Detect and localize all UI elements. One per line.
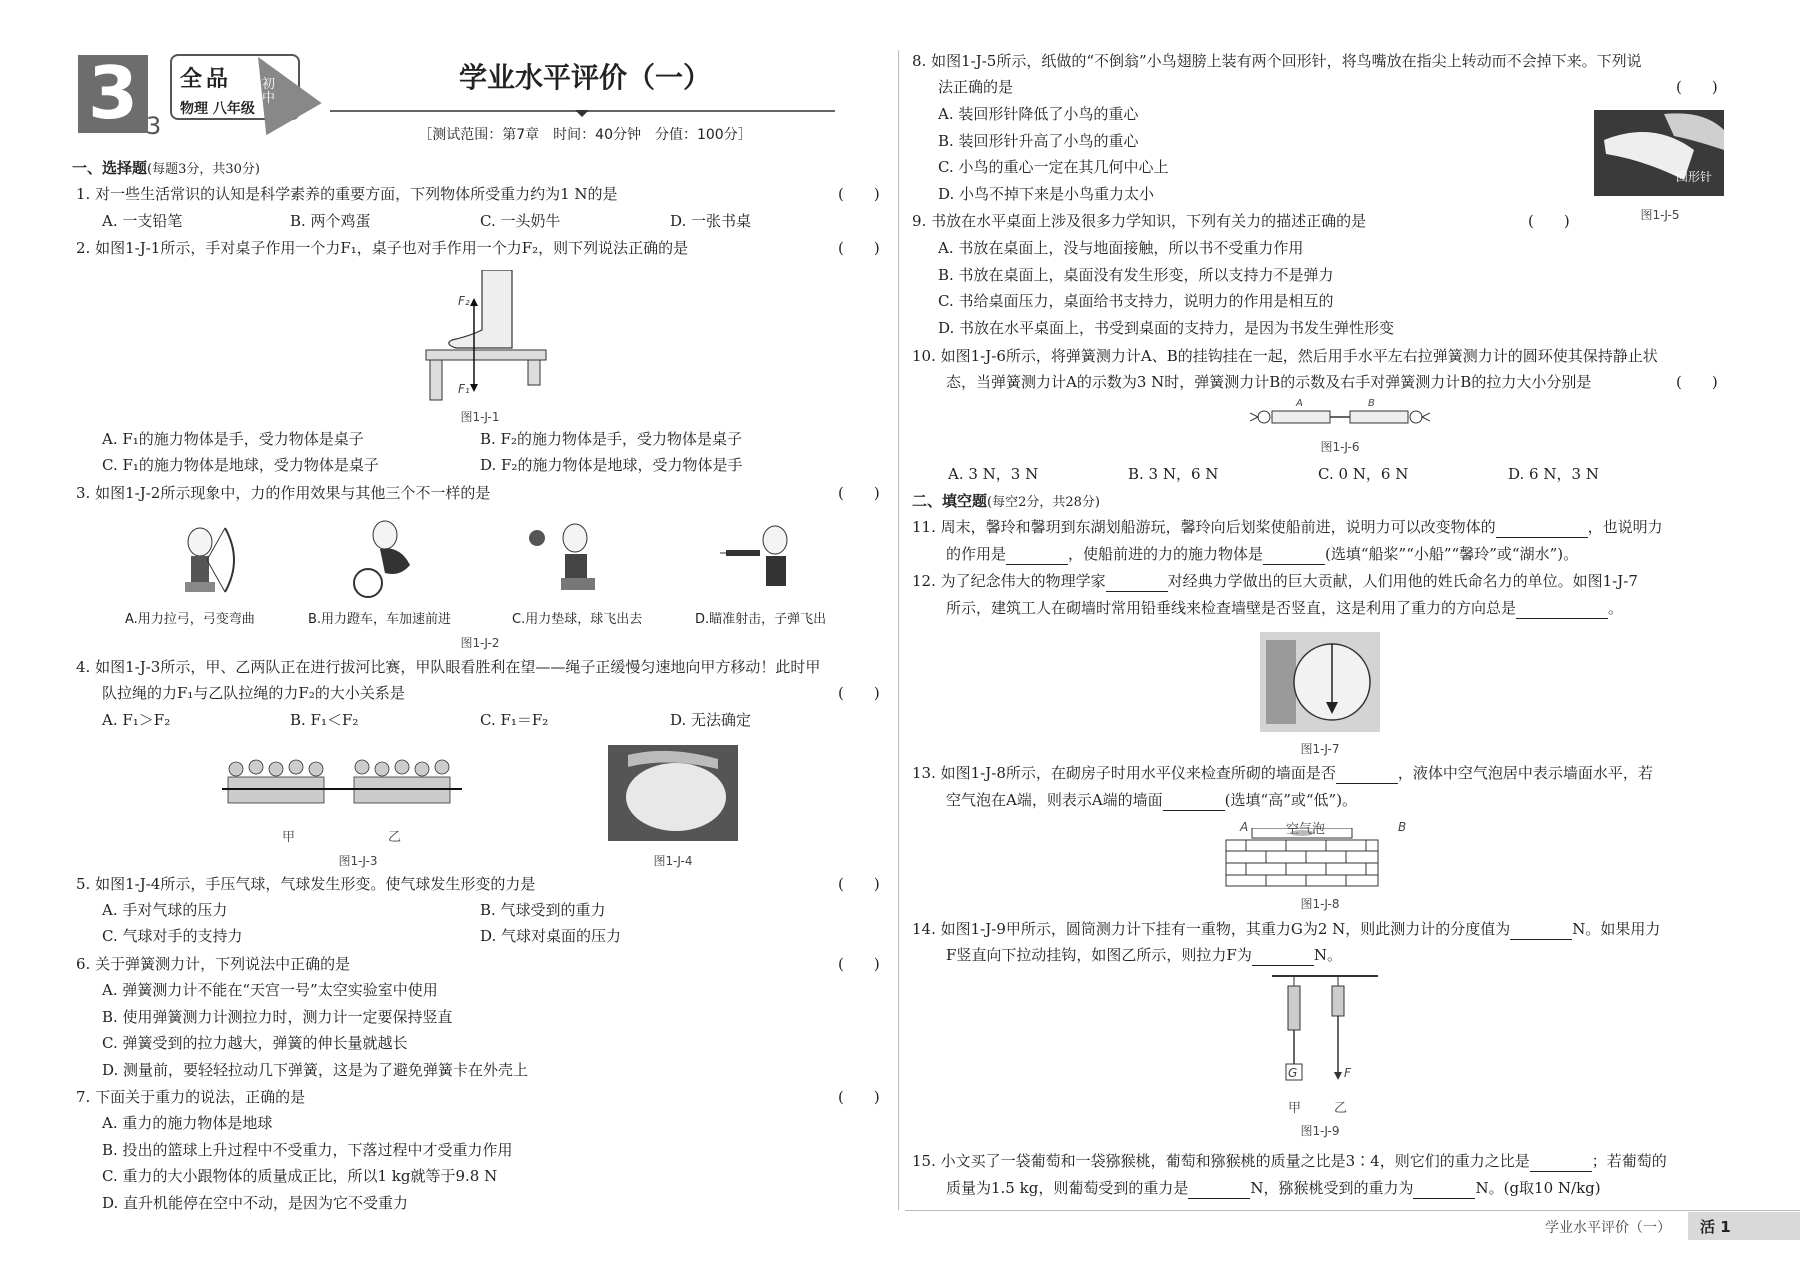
q4-option-d[interactable]: D. 无法确定 bbox=[670, 711, 752, 729]
q7-option-c[interactable]: C. 重力的大小跟物体的质量成正比，所以1 kg就等于9.8 N bbox=[102, 1167, 498, 1185]
q4-label-yi: 乙 bbox=[388, 830, 402, 845]
q12-blank-1[interactable] bbox=[1106, 576, 1168, 592]
footer-page-number: 活 1 bbox=[1700, 1218, 1731, 1236]
q14-label-yi: 乙 bbox=[1334, 1101, 1348, 1116]
q4-figure3-caption: 图1-J-3 bbox=[338, 854, 378, 868]
q6-option-a[interactable]: A. 弹簧测力计不能在“天宫一号”太空实验室中使用 bbox=[102, 981, 438, 999]
q5-option-b[interactable]: B. 气球受到的重力 bbox=[480, 901, 606, 919]
q9-option-d[interactable]: D. 书放在水平桌面上，书受到桌面的支持力，是因为书发生弹性形变 bbox=[938, 319, 1395, 337]
q2-figure-caption: 图1-J-1 bbox=[460, 410, 500, 424]
q13-label-b: B bbox=[1398, 820, 1407, 834]
q9-option-a[interactable]: A. 书放在桌面上，没与地面接触，所以书不受重力作用 bbox=[938, 239, 1304, 257]
q13-blank-1[interactable] bbox=[1336, 768, 1398, 784]
q10-stem-line1: 10. 如图1-J-6所示，将弹簧测力计A、B的挂钩挂在一起，然后用手水平左右拉弹簧测力计的圆环使其保持静止状 bbox=[912, 347, 1658, 365]
figure-spring-scales bbox=[1250, 405, 1430, 429]
q3-answer-paren[interactable]: ( ) bbox=[838, 484, 880, 502]
q9-option-b[interactable]: B. 书放在桌面上，桌面没有发生形变，所以支持力不是弹力 bbox=[938, 266, 1334, 284]
figure-gun-cartoon bbox=[720, 520, 810, 600]
q10-label-a: A bbox=[1296, 398, 1303, 409]
q2-option-d[interactable]: D. F₂的施力物体是地球，受力物体是手 bbox=[480, 456, 743, 474]
q3-caption-a: A.用力拉弓，弓变弯曲 bbox=[125, 612, 255, 627]
q15-blank-2[interactable] bbox=[1188, 1183, 1250, 1199]
section1-title: 一、选择题(每题3分，共30分) bbox=[72, 159, 260, 177]
q8-option-a[interactable]: A. 装回形针降低了小鸟的重心 bbox=[938, 105, 1139, 123]
q4-option-a[interactable]: A. F₁＞F₂ bbox=[102, 711, 171, 729]
q7-option-d[interactable]: D. 直升机能停在空中不动，是因为它不受重力 bbox=[102, 1194, 409, 1212]
q13-line2: 空气泡在A端，则表示A端的墙面 (选填“高”或“低”)。 bbox=[946, 791, 1358, 809]
figure-ball-cartoon bbox=[525, 518, 625, 600]
q4-label-jia: 甲 bbox=[282, 830, 296, 845]
q2-option-a[interactable]: A. F₁的施力物体是手，受力物体是桌子 bbox=[102, 430, 364, 448]
q5-option-a[interactable]: A. 手对气球的压力 bbox=[102, 901, 228, 919]
q6-answer-paren[interactable]: ( ) bbox=[838, 955, 880, 973]
q2-figure-f2-label: F₂ bbox=[458, 294, 470, 308]
q15-blank-3[interactable] bbox=[1413, 1183, 1475, 1199]
q12-blank-2[interactable] bbox=[1516, 603, 1608, 619]
q8-option-d[interactable]: D. 小鸟不掉下来是小鸟重力太小 bbox=[938, 185, 1155, 203]
q7-option-a[interactable]: A. 重力的施力物体是地球 bbox=[102, 1114, 273, 1132]
figure-hand-table bbox=[420, 270, 560, 405]
q7-answer-paren[interactable]: ( ) bbox=[838, 1088, 880, 1106]
q9-answer-paren[interactable]: ( ) bbox=[1528, 212, 1570, 230]
q4-option-b[interactable]: B. F₁＜F₂ bbox=[290, 711, 359, 729]
q12-line2: 所示，建筑工人在砌墙时常用铅垂线来检查墙壁是否竖直，这是利用了重力的方向总是 。 bbox=[946, 599, 1624, 617]
figure-plumb-line-photo bbox=[1260, 632, 1380, 732]
q10-option-a[interactable]: A. 3 N，3 N bbox=[948, 465, 1039, 483]
q10-option-c[interactable]: C. 0 N，6 N bbox=[1318, 465, 1409, 483]
q10-stem-line2: 态，当弹簧测力计A的示数为3 N时，弹簧测力计B的示数及右手对弹簧测力计B的拉力大小分别是 bbox=[946, 373, 1592, 391]
q11-blank-2[interactable] bbox=[1006, 549, 1068, 565]
q14-label-f: F bbox=[1344, 1066, 1351, 1080]
q2-answer-paren[interactable]: ( ) bbox=[838, 239, 880, 257]
q2-stem: 2. 如图1-J-1所示，手对桌子作用一个力F₁，桌子也对手作用一个力F₂，则下列说法正确的是 bbox=[76, 239, 689, 257]
q3-caption-c: C.用力垫球，球飞出去 bbox=[512, 612, 643, 627]
q14-figure-caption: 图1-J-9 bbox=[1300, 1124, 1340, 1138]
figure-bicycle-cartoon bbox=[340, 515, 430, 600]
q15-line2: 质量为1.5 kg，则葡萄受到的重力是 N，猕猴桃受到的重力为 N。(g取10 N/kg) bbox=[946, 1179, 1601, 1197]
q8-figure-caption: 图1-J-5 bbox=[1640, 208, 1680, 222]
q2-figure-f1-label: F₁ bbox=[458, 382, 470, 396]
q4-stem-line1: 4. 如图1-J-3所示，甲、乙两队正在进行拔河比赛，甲队眼看胜利在望——绳子正缓慢匀速地向甲方移动！此时甲 bbox=[76, 658, 821, 676]
q14-line2: F竖直向下拉动挂钩，如图乙所示，则拉力F为 N。 bbox=[946, 946, 1342, 964]
q14-label-g: G bbox=[1288, 1066, 1298, 1080]
q9-stem: 9. 书放在水平桌面上涉及很多力学知识，下列有关力的描述正确的是 bbox=[912, 212, 1367, 230]
column-divider bbox=[898, 50, 899, 1210]
q5-stem: 5. 如图1-J-4所示，手压气球，气球发生形变。使气球发生形变的力是 bbox=[76, 875, 536, 893]
figure-bow-cartoon bbox=[155, 520, 245, 600]
q8-stem-line1: 8. 如图1-J-5所示，纸做的“不倒翁”小鸟翅膀上装有两个回形针，将鸟嘴放在指尖上转动而不会掉下来。下列说 bbox=[912, 52, 1642, 70]
q13-blank-2[interactable] bbox=[1163, 795, 1225, 811]
figure-level-wall bbox=[1222, 828, 1382, 888]
q3-caption-b: B.用力蹬车，车加速前进 bbox=[308, 612, 452, 627]
q1-stem: 1. 对一些生活常识的认知是科学素养的重要方面，下列物体所受重力约为1 N的是 bbox=[76, 185, 618, 203]
q8-figure-label: 回形针 bbox=[1676, 170, 1713, 184]
q10-answer-paren[interactable]: ( ) bbox=[1676, 373, 1718, 391]
q10-option-b[interactable]: B. 3 N，6 N bbox=[1128, 465, 1219, 483]
q4-figure4-caption: 图1-J-4 bbox=[653, 854, 693, 868]
q10-label-b: B bbox=[1368, 398, 1375, 409]
q2-option-c[interactable]: C. F₁的施力物体是地球，受力物体是桌子 bbox=[102, 456, 379, 474]
q1-option-b[interactable]: B. 两个鸡蛋 bbox=[290, 212, 371, 230]
q14-blank-1[interactable] bbox=[1510, 924, 1572, 940]
q7-option-b[interactable]: B. 投出的篮球上升过程中不受重力，下落过程中才受重力作用 bbox=[102, 1141, 513, 1159]
q2-option-b[interactable]: B. F₂的施力物体是手，受力物体是桌子 bbox=[480, 430, 742, 448]
q7-stem: 7. 下面关于重力的说法，正确的是 bbox=[76, 1088, 306, 1106]
q5-option-c[interactable]: C. 气球对手的支持力 bbox=[102, 927, 243, 945]
q10-figure-caption: 图1-J-6 bbox=[1320, 440, 1360, 454]
section2-title: 二、填空题(每空2分，共28分) bbox=[912, 492, 1100, 510]
q9-option-c[interactable]: C. 书给桌面压力，桌面给书支持力，说明力的作用是相互的 bbox=[938, 292, 1334, 310]
q8-option-c[interactable]: C. 小鸟的重心一定在其几何中心上 bbox=[938, 158, 1169, 176]
q3-stem: 3. 如图1-J-2所示现象中，力的作用效果与其他三个不一样的是 bbox=[76, 484, 491, 502]
footer-title: 学业水平评价（一） bbox=[1545, 1220, 1671, 1236]
q8-stem-line2: 法正确的是 bbox=[938, 78, 1014, 96]
figure-balloon-photo bbox=[608, 745, 738, 841]
q6-option-c[interactable]: C. 弹簧受到的拉力越大，弹簧的伸长量就越长 bbox=[102, 1034, 408, 1052]
q6-stem: 6. 关于弹簧测力计，下列说法中正确的是 bbox=[76, 955, 351, 973]
q11-blank-3[interactable] bbox=[1263, 549, 1325, 565]
test-scope: ［测试范围：第7章 时间：40分钟 分值：100分］ bbox=[418, 127, 752, 143]
figure-tug-of-war bbox=[222, 755, 462, 825]
brand-level: 初中 bbox=[262, 77, 276, 106]
q6-option-b[interactable]: B. 使用弹簧测力计测拉力时，测力计一定要保持竖直 bbox=[102, 1008, 453, 1026]
page-title: 学业水平评价（一） bbox=[458, 61, 711, 94]
q1-answer-paren[interactable]: ( ) bbox=[838, 185, 880, 203]
q3-figure-caption: 图1-J-2 bbox=[460, 636, 500, 650]
header-badge bbox=[78, 51, 148, 135]
q14-label-jia: 甲 bbox=[1288, 1101, 1302, 1116]
footer-rule bbox=[905, 1210, 1800, 1211]
brand-name: 全品 bbox=[180, 67, 233, 92]
badge-sub: 3 bbox=[146, 112, 162, 140]
q11-blank-1[interactable] bbox=[1496, 522, 1588, 538]
badge-number: 3 bbox=[87, 51, 139, 135]
q4-option-c[interactable]: C. F₁＝F₂ bbox=[480, 711, 549, 729]
q14-line1: 14. 如图1-J-9甲所示，圆筒测力计下挂有一重物，其重力G为2 N，则此测力计的分度值为 N。如果用力 bbox=[912, 920, 1661, 938]
q11-line1: 11. 周末，馨玲和馨玥到东湖划船游玩，馨玲向后划桨使船前进，说明力可以改变物体的 ，也说明力 bbox=[912, 518, 1663, 536]
q3-caption-d: D.瞄准射击，子弹飞出 bbox=[695, 612, 827, 627]
q13-line1: 13. 如图1-J-8所示，在砌房子时用水平仪来检查所砌的墙面是否 ，液体中空气泡居中表示墙面水平，若 bbox=[912, 764, 1653, 782]
q4-stem-line2: 队拉绳的力F₁与乙队拉绳的力F₂的大小关系是 bbox=[102, 684, 405, 702]
q13-bubble-label: 空气泡 bbox=[1286, 822, 1326, 837]
q12-figure-caption: 图1-J-7 bbox=[1300, 742, 1340, 756]
q6-option-d[interactable]: D. 测量前，要轻轻拉动几下弹簧，这是为了避免弹簧卡在外壳上 bbox=[102, 1061, 529, 1079]
q1-option-c[interactable]: C. 一头奶牛 bbox=[480, 212, 561, 230]
q14-blank-2[interactable] bbox=[1252, 950, 1314, 966]
q15-line1: 15. 小文买了一袋葡萄和一袋猕猴桃，葡萄和猕猴桃的质量之比是3∶4，则它们的重力之比是 ；若葡萄的 bbox=[912, 1152, 1667, 1170]
title-rule-marker bbox=[575, 110, 589, 117]
q13-label-a: A bbox=[1240, 820, 1249, 834]
q5-answer-paren[interactable]: ( ) bbox=[838, 875, 880, 893]
q4-answer-paren[interactable]: ( ) bbox=[838, 684, 880, 702]
q15-blank-1[interactable] bbox=[1530, 1156, 1592, 1172]
figure-cylinder-scales bbox=[1270, 972, 1380, 1082]
q10-option-d[interactable]: D. 6 N，3 N bbox=[1508, 465, 1599, 483]
subject-grade: 物理 八年级 bbox=[180, 101, 255, 117]
q8-option-b[interactable]: B. 装回形针升高了小鸟的重心 bbox=[938, 132, 1139, 150]
q1-option-d[interactable]: D. 一张书桌 bbox=[670, 212, 752, 230]
q5-option-d[interactable]: D. 气球对桌面的压力 bbox=[480, 927, 622, 945]
q13-figure-caption: 图1-J-8 bbox=[1300, 897, 1340, 911]
q8-answer-paren[interactable]: ( ) bbox=[1676, 78, 1718, 96]
q11-line2: 的作用是 ，使船前进的力的施力物体是 (选填“船桨”“小船”“馨玲”或“湖水”)。 bbox=[946, 545, 1579, 563]
q1-option-a[interactable]: A. 一支铅笔 bbox=[102, 212, 183, 230]
q12-line1: 12. 为了纪念伟大的物理学家 对经典力学做出的巨大贡献，人们用他的姓氏命名力的单位。如图1-J-7 bbox=[912, 572, 1638, 590]
